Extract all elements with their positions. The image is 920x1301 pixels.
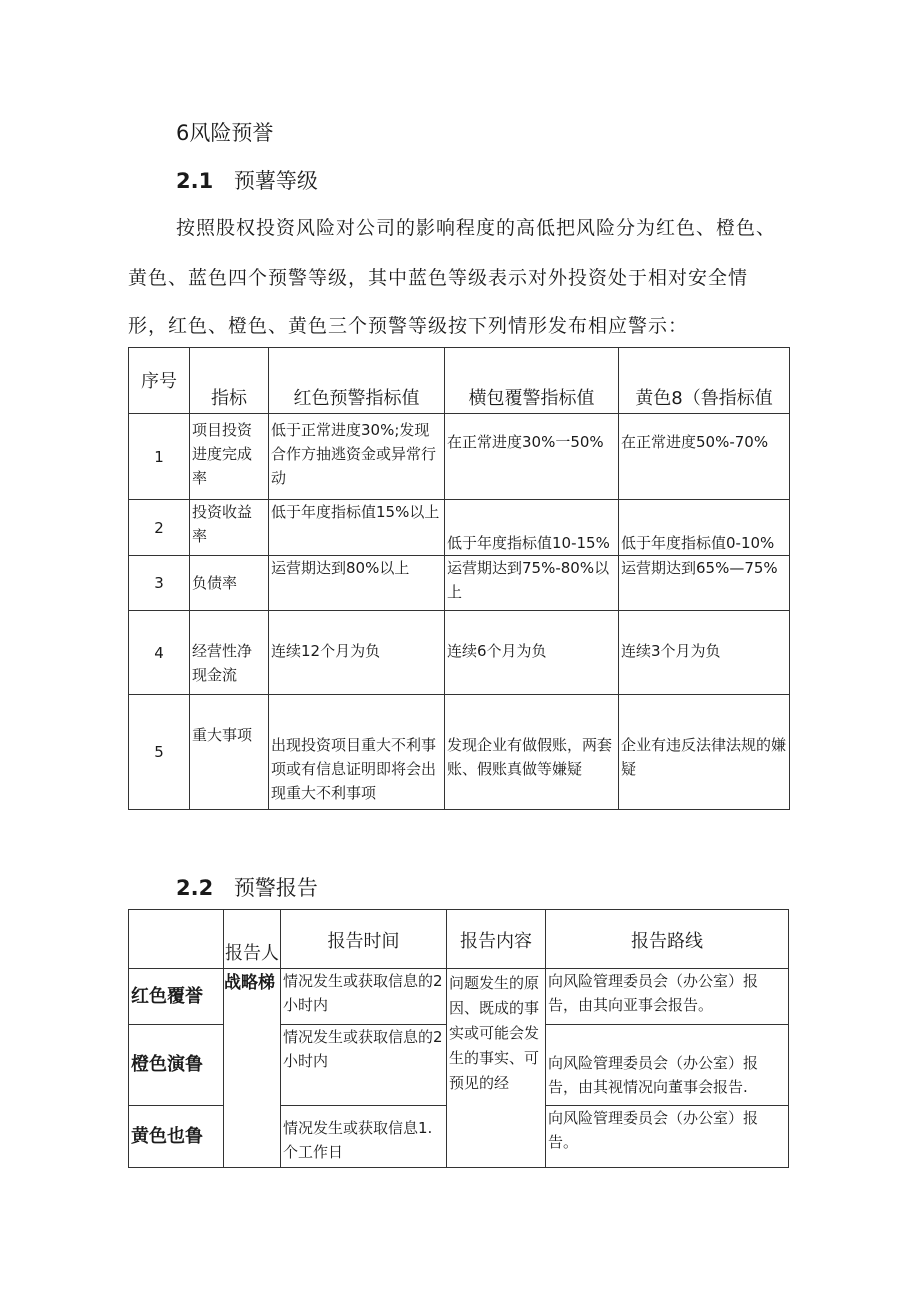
orange-value-cell: 发现企业有做假账，两套账、假账真做等嫌疑 (445, 695, 619, 810)
paragraph-line: 形，红色、橙色、黄色三个预警等级按下列情形发布相应警示： (128, 315, 689, 337)
section-main-title: 6风险预誉 (176, 121, 274, 145)
level-red-label: 红色覆誉 (129, 969, 224, 1025)
red-value-cell: 连续12个月为负 (269, 611, 445, 695)
table-header-row (129, 910, 789, 969)
orange-value-cell: 低于年度指标值10-15% (445, 500, 619, 556)
yellow-value-cell: 在正常进度50%-70% (619, 414, 790, 500)
section-1-title: 预薯等级 (233, 169, 318, 193)
table-row (129, 500, 790, 556)
row-number: 3 (129, 556, 190, 611)
paragraph-line: 按照股权投资风险对公司的影响程度的高低把风险分为红色、橙色、 (176, 217, 777, 239)
report-route-cell: 向风险管理委员会（办公室）报告。 (546, 1106, 789, 1168)
row-number: 4 (129, 611, 190, 695)
yellow-value-cell: 运营期达到65%—75% (619, 556, 790, 611)
table-header-row (129, 348, 790, 414)
orange-value-cell: 运营期达到75%-80%以上 (445, 556, 619, 611)
red-value-cell: 低于年度指标值15%以上 (269, 500, 445, 556)
header-cell: 报告内容 (447, 910, 546, 969)
report-route-cell: 向风险管理委员会（办公室）报告，由其向亚事会报告。 (546, 969, 789, 1025)
red-value-cell: 低于正常进度30%;发现合作方抽逃资金或异常行动 (269, 414, 445, 500)
report-time-cell: 情况发生或获取信息的2小时内 (281, 1025, 447, 1106)
table-row (129, 969, 789, 1025)
header-cell: 横包覆警指标值 (445, 348, 619, 414)
red-value-cell: 运营期达到80%以上 (269, 556, 445, 611)
table-row (129, 611, 790, 695)
table-row (129, 556, 790, 611)
header-cell: 红色预警指标值 (269, 348, 445, 414)
orange-value-cell: 连续6个月为负 (445, 611, 619, 695)
section-2-title: 预警报告 (233, 876, 318, 900)
section-2-number: 2.2 (176, 876, 214, 900)
level-orange-label: 橙色演鲁 (129, 1025, 224, 1106)
paragraph-line: 黄色、蓝色四个预警等级，其中蓝色等级表示对外投资处于相对安全情 (128, 267, 749, 289)
row-number: 2 (129, 500, 190, 556)
section-2-heading (176, 872, 318, 902)
warning-report-table (128, 909, 789, 1168)
header-cell: 黄色8（鲁指标值 (619, 348, 790, 414)
header-cell (129, 910, 224, 969)
header-cell: 序号 (129, 348, 190, 414)
report-route-cell: 向风险管理委员会（办公室）报告，由其视情况向董事会报告. (546, 1025, 789, 1106)
header-cell: 报告时间 (281, 910, 447, 969)
table-row (129, 695, 790, 810)
report-time-cell: 情况发生或获取信息1.个工作日 (281, 1106, 447, 1168)
level-yellow-label: 黄色也鲁 (129, 1106, 224, 1168)
indicator-cell: 项目投资进度完成率 (190, 414, 269, 500)
yellow-value-cell: 连续3个月为负 (619, 611, 790, 695)
indicator-cell: 经营性净现金流 (190, 611, 269, 695)
indicator-cell: 投资收益率 (190, 500, 269, 556)
table-row (129, 414, 790, 500)
section-1-number: 2.1 (176, 169, 214, 193)
indicator-cell: 重大事项 (190, 695, 269, 810)
report-content-cell: 问题发生的原因、既成的事实或可能会发生的事实、可预见的经 (447, 969, 546, 1168)
header-cell: 报告路线 (546, 910, 789, 969)
yellow-value-cell: 低于年度指标值0-10% (619, 500, 790, 556)
header-cell: 报告人 (224, 910, 281, 969)
section-1-heading (176, 165, 318, 195)
yellow-value-cell: 企业有违反法律法规的嫌疑 (619, 695, 790, 810)
row-number: 1 (129, 414, 190, 500)
warning-level-table (128, 347, 790, 810)
red-value-cell: 出现投资项目重大不利事项或有信息证明即将会出现重大不利事项 (269, 695, 445, 810)
reporter-cell: 战略梯 (224, 969, 281, 1168)
orange-value-cell: 在正常进度30%一50% (445, 414, 619, 500)
header-cell: 指标 (190, 348, 269, 414)
row-number: 5 (129, 695, 190, 810)
indicator-cell: 负债率 (190, 556, 269, 611)
report-time-cell: 情况发生或获取信息的2小时内 (281, 969, 447, 1025)
